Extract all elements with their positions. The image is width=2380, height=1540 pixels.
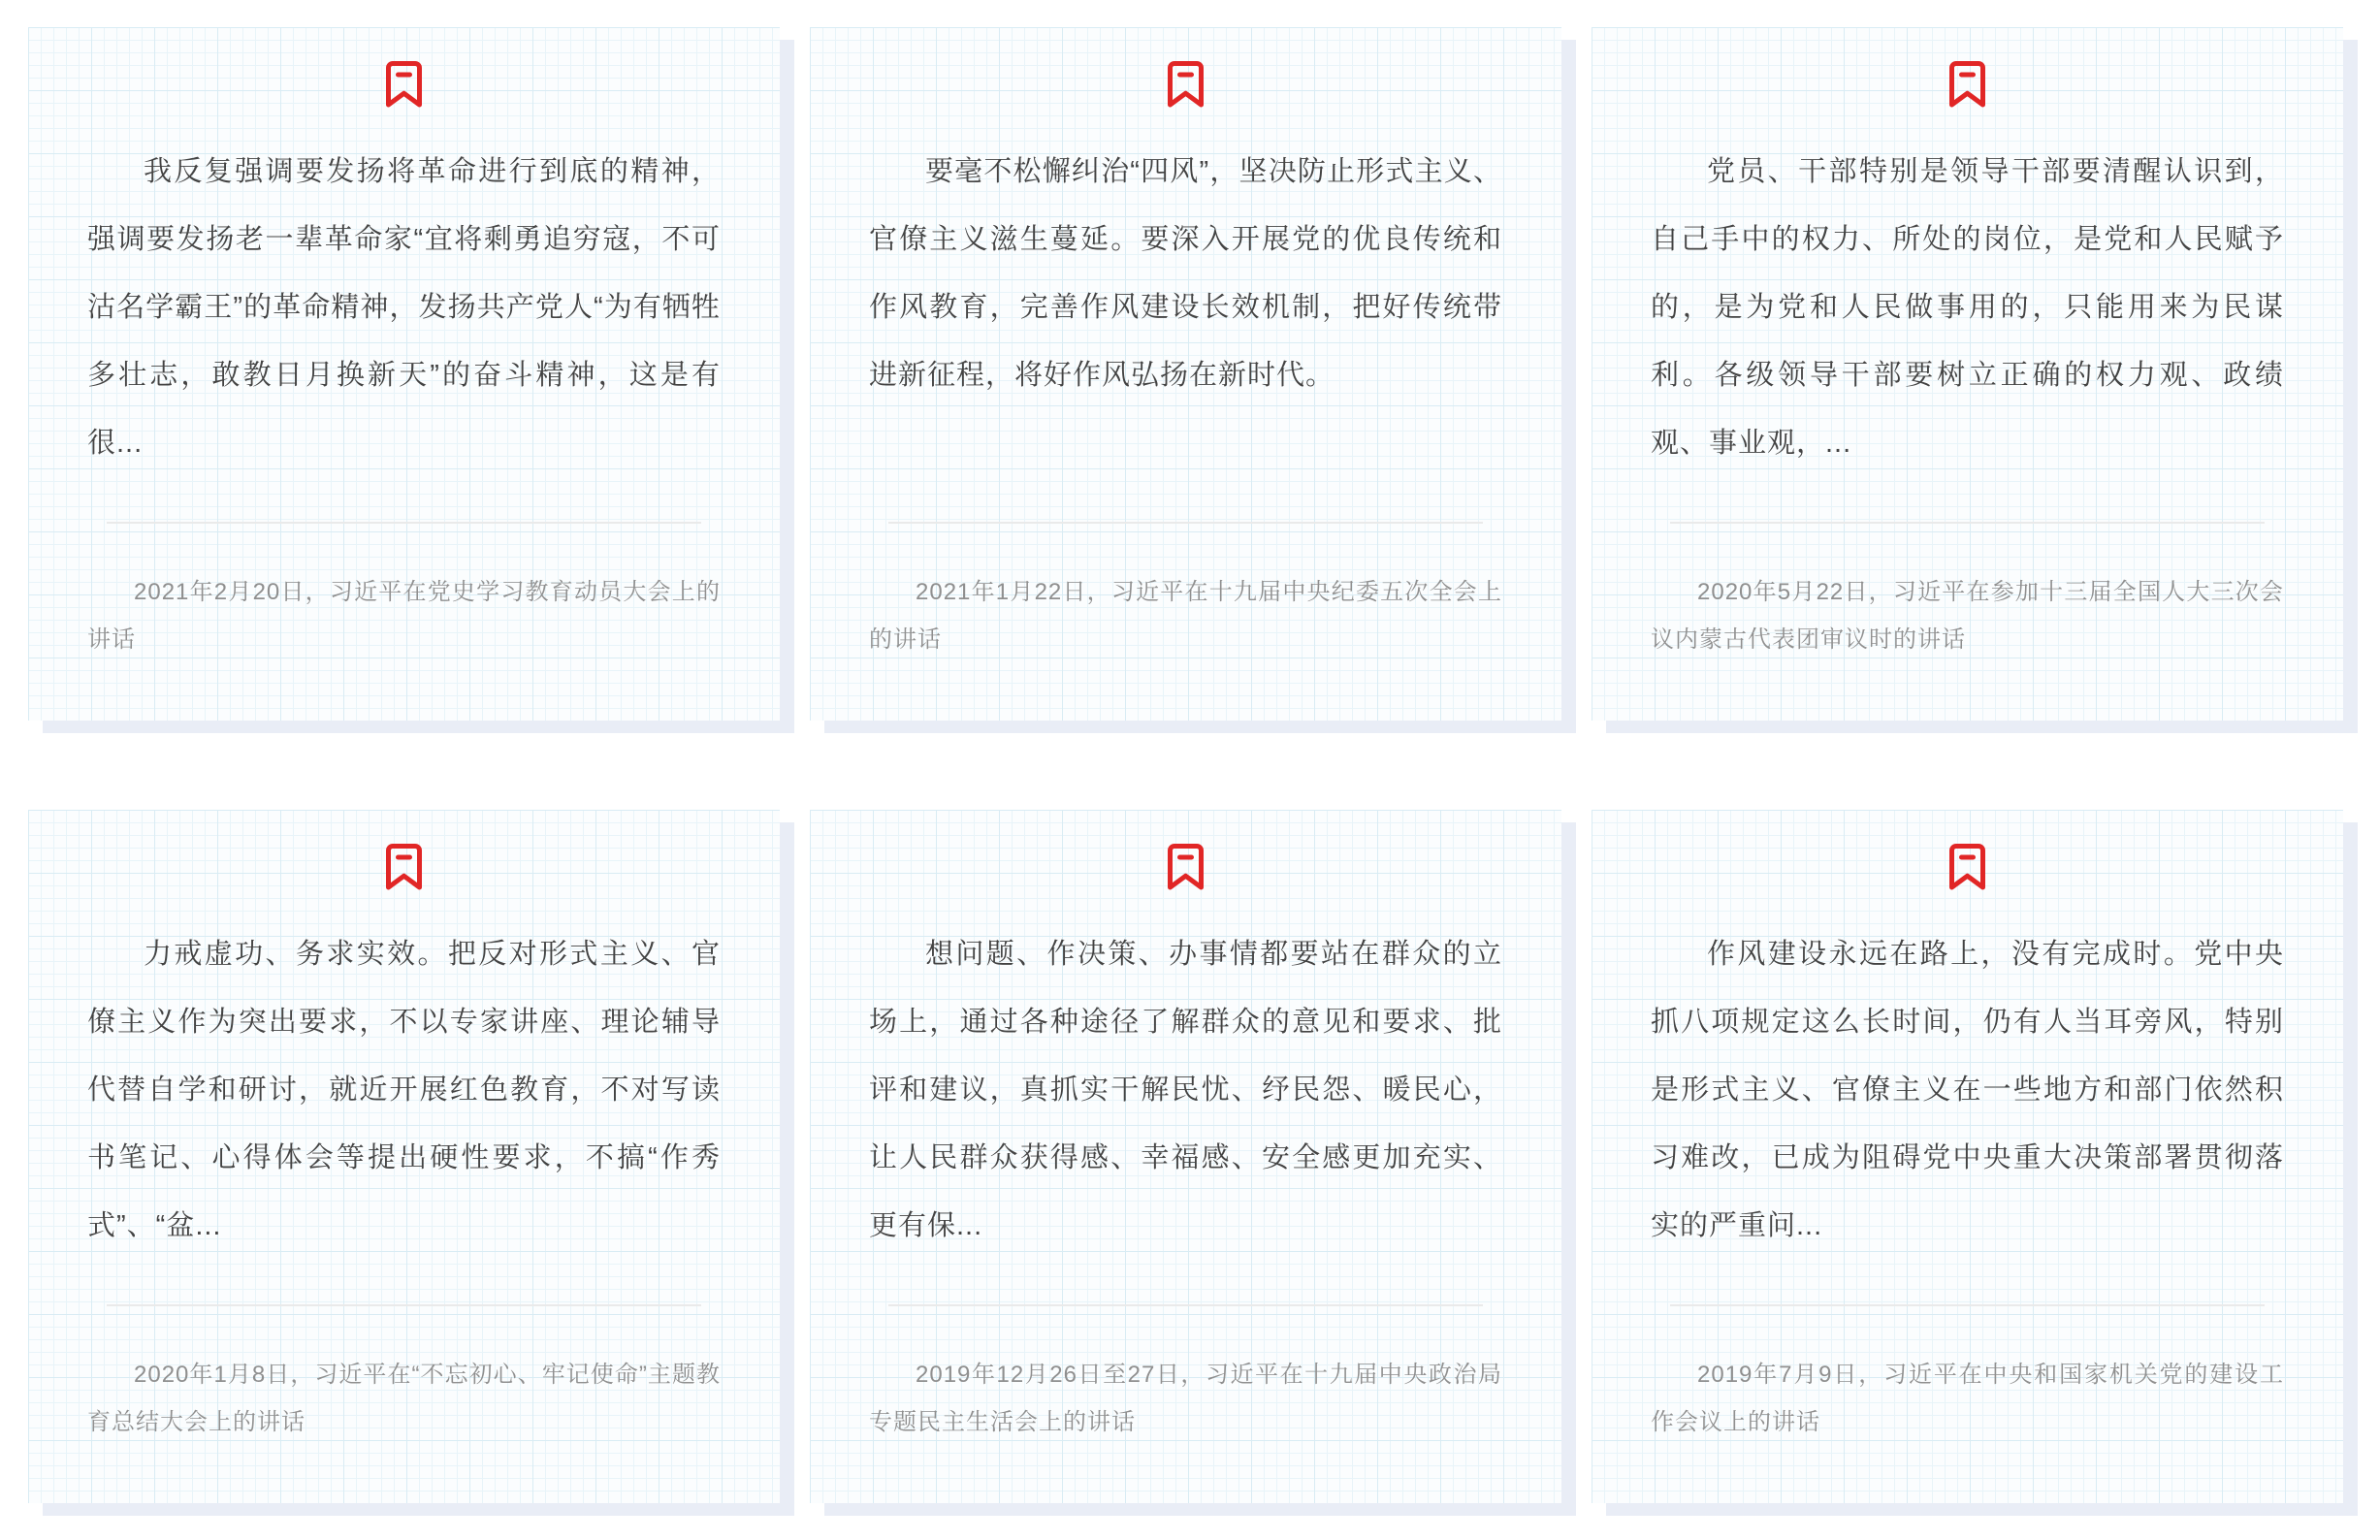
- divider: [888, 1304, 1483, 1306]
- divider: [888, 522, 1483, 524]
- quote-source: 2020年5月22日，习近平在参加十三届全国人大三次会议内蒙古代表团审议时的讲话: [1651, 579, 2284, 653]
- quote-text: 作风建设永远在路上，没有完成时。党中央抓八项规定这么长时间，仍有人当耳旁风，特别是形式主义、官僚主义在一些地方和部门依然积习难改，已成为阻碍党中央重大决策部署贯彻落实的严重问...: [1651, 939, 2284, 1241]
- bookmark-icon: [1168, 61, 1204, 108]
- quote-source: 2021年2月20日，习近平在党史学习教育动员大会上的讲话: [87, 579, 721, 653]
- bookmark-icon: [1949, 844, 1985, 890]
- quote-card[interactable]: [1592, 810, 2343, 1503]
- quote-text: 想问题、作决策、办事情都要站在群众的立场上，通过各种途径了解群众的意见和要求、批评和建议，真抓实干解民忧、纾民怨、暖民心，让人民群众获得感、幸福感、安全感更加充实、更有保...: [869, 939, 1502, 1241]
- quote-source: 2019年12月26日至27日，习近平在十九届中央政治局专题民主生活会上的讲话: [869, 1362, 1502, 1435]
- divider: [107, 1304, 701, 1306]
- bookmark-icon: [386, 61, 422, 108]
- quote-card[interactable]: [810, 810, 1561, 1503]
- bookmark-icon: [386, 844, 422, 890]
- divider: [107, 522, 701, 524]
- quote-card[interactable]: [810, 27, 1561, 721]
- bookmark-icon: [1168, 844, 1204, 890]
- quote-text: 力戒虚功、务求实效。把反对形式主义、官僚主义作为突出要求，不以专家讲座、理论辅导代替自学和研讨，就近开展红色教育，不对写读书笔记、心得体会等提出硬性要求，不搞“作秀式”、“盆...: [87, 939, 721, 1241]
- quote-card[interactable]: [28, 810, 780, 1503]
- quote-text: 党员、干部特别是领导干部要清醒认识到，自己手中的权力、所处的岗位，是党和人民赋予的，是为党和人民做事用的，只能用来为民谋利。各级领导干部要树立正确的权力观、政绩观、事业观，...: [1651, 156, 2284, 459]
- quote-card[interactable]: [1592, 27, 2343, 721]
- bookmark-icon: [1949, 61, 1985, 108]
- quote-source: 2019年7月9日，习近平在中央和国家机关党的建设工作会议上的讲话: [1651, 1362, 2284, 1435]
- divider: [1670, 1304, 2265, 1306]
- quote-card[interactable]: [28, 27, 780, 721]
- quote-source: 2020年1月8日，习近平在“不忘初心、牢记使命”主题教育总结大会上的讲话: [87, 1362, 721, 1435]
- quote-source: 2021年1月22日，习近平在十九届中央纪委五次全会上的讲话: [869, 579, 1502, 653]
- quote-text: 要毫不松懈纠治“四风”，坚决防止形式主义、官僚主义滋生蔓延。要深入开展党的优良传统和作风教育，完善作风建设长效机制，把好传统带进新征程，将好作风弘扬在新时代。: [869, 156, 1502, 391]
- divider: [1670, 522, 2265, 524]
- quote-text: 我反复强调要发扬将革命进行到底的精神，强调要发扬老一辈革命家“宜将剩勇追穷寇，不可沽名学霸王”的革命精神，发扬共产党人“为有牺牲多壮志，敢教日月换新天”的奋斗精神，这是有很...: [87, 156, 721, 459]
